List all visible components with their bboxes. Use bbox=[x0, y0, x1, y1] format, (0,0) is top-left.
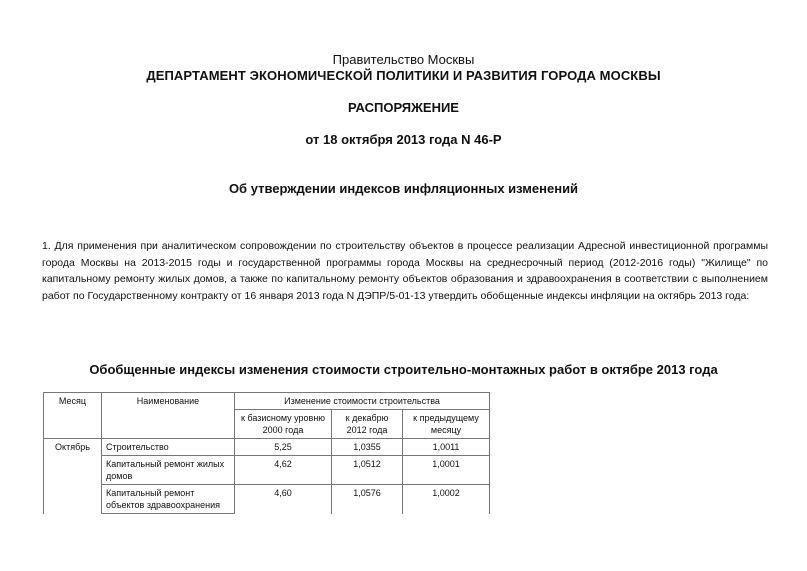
table-header-row bbox=[44, 393, 490, 410]
table-row bbox=[44, 485, 490, 514]
row-prev-month: 1,0011 bbox=[403, 439, 490, 456]
row-base-2000: 5,25 bbox=[235, 439, 332, 456]
header-prev-month: к предыдущему месяцу bbox=[403, 410, 490, 439]
header-dec-2012: к декабрю 2012 года bbox=[332, 410, 403, 439]
department-name: ДЕПАРТАМЕНТ ЭКОНОМИЧЕСКОЙ ПОЛИТИКИ И РАЗВИТИЯ ГОРОДА МОСКВЫ bbox=[146, 68, 661, 83]
header-month: Месяц bbox=[44, 393, 102, 439]
row-name: Строительство bbox=[102, 439, 235, 456]
row-prev-month: 1,0002 bbox=[403, 485, 490, 514]
table-title: Обобщенные индексы изменения стоимости строительно-монтажных работ в октябре 2013 года bbox=[89, 362, 718, 377]
header-change-group: Изменение стоимости строительства bbox=[235, 393, 490, 410]
government-name: Правительство Москвы bbox=[332, 52, 475, 67]
row-base-2000: 4,62 bbox=[235, 456, 332, 485]
table-row bbox=[44, 456, 490, 485]
table-row bbox=[44, 439, 490, 456]
document-type: РАСПОРЯЖЕНИЕ bbox=[348, 100, 459, 115]
row-prev-month: 1,0001 bbox=[403, 456, 490, 485]
row-dec-2012: 1,0512 bbox=[332, 456, 403, 485]
row-dec-2012: 1,0355 bbox=[332, 439, 403, 456]
document-subject: Об утверждении индексов инфляционных изменений bbox=[228, 181, 579, 196]
paragraph-1: 1. Для применения при аналитическом сопровождении по строительству объектов в процессе реализации Адресной инвестиционной программы города Москвы на 2013-2015 годы и государственной программы города Москвы на среднесрочный период (2012-2016 годы) "Жилище" по капитальному ремонту жилых домов, а также по капитальному ремонту объектов образования и здравоохранения в соответствии с выполнением работ по Государственному контракту от 16 января 2013 года N ДЭПР/5-01-13 утвердить обобщенные индексы инфляции на октябрь 2013 года: bbox=[42, 240, 768, 302]
header-base-2000: к базисному уровню 2000 года bbox=[235, 410, 332, 439]
month-cell: Октябрь bbox=[44, 439, 102, 514]
row-name: Капитальный ремонт жилых домов bbox=[102, 456, 235, 485]
document-date-number: от 18 октября 2013 года N 46-Р bbox=[305, 132, 502, 147]
header-name: Наименование bbox=[102, 393, 235, 439]
row-name: Капитальный ремонт объектов здравоохранения bbox=[102, 485, 235, 514]
row-dec-2012: 1,0576 bbox=[332, 485, 403, 514]
indices-table bbox=[43, 392, 490, 514]
row-base-2000: 4,60 bbox=[235, 485, 332, 514]
